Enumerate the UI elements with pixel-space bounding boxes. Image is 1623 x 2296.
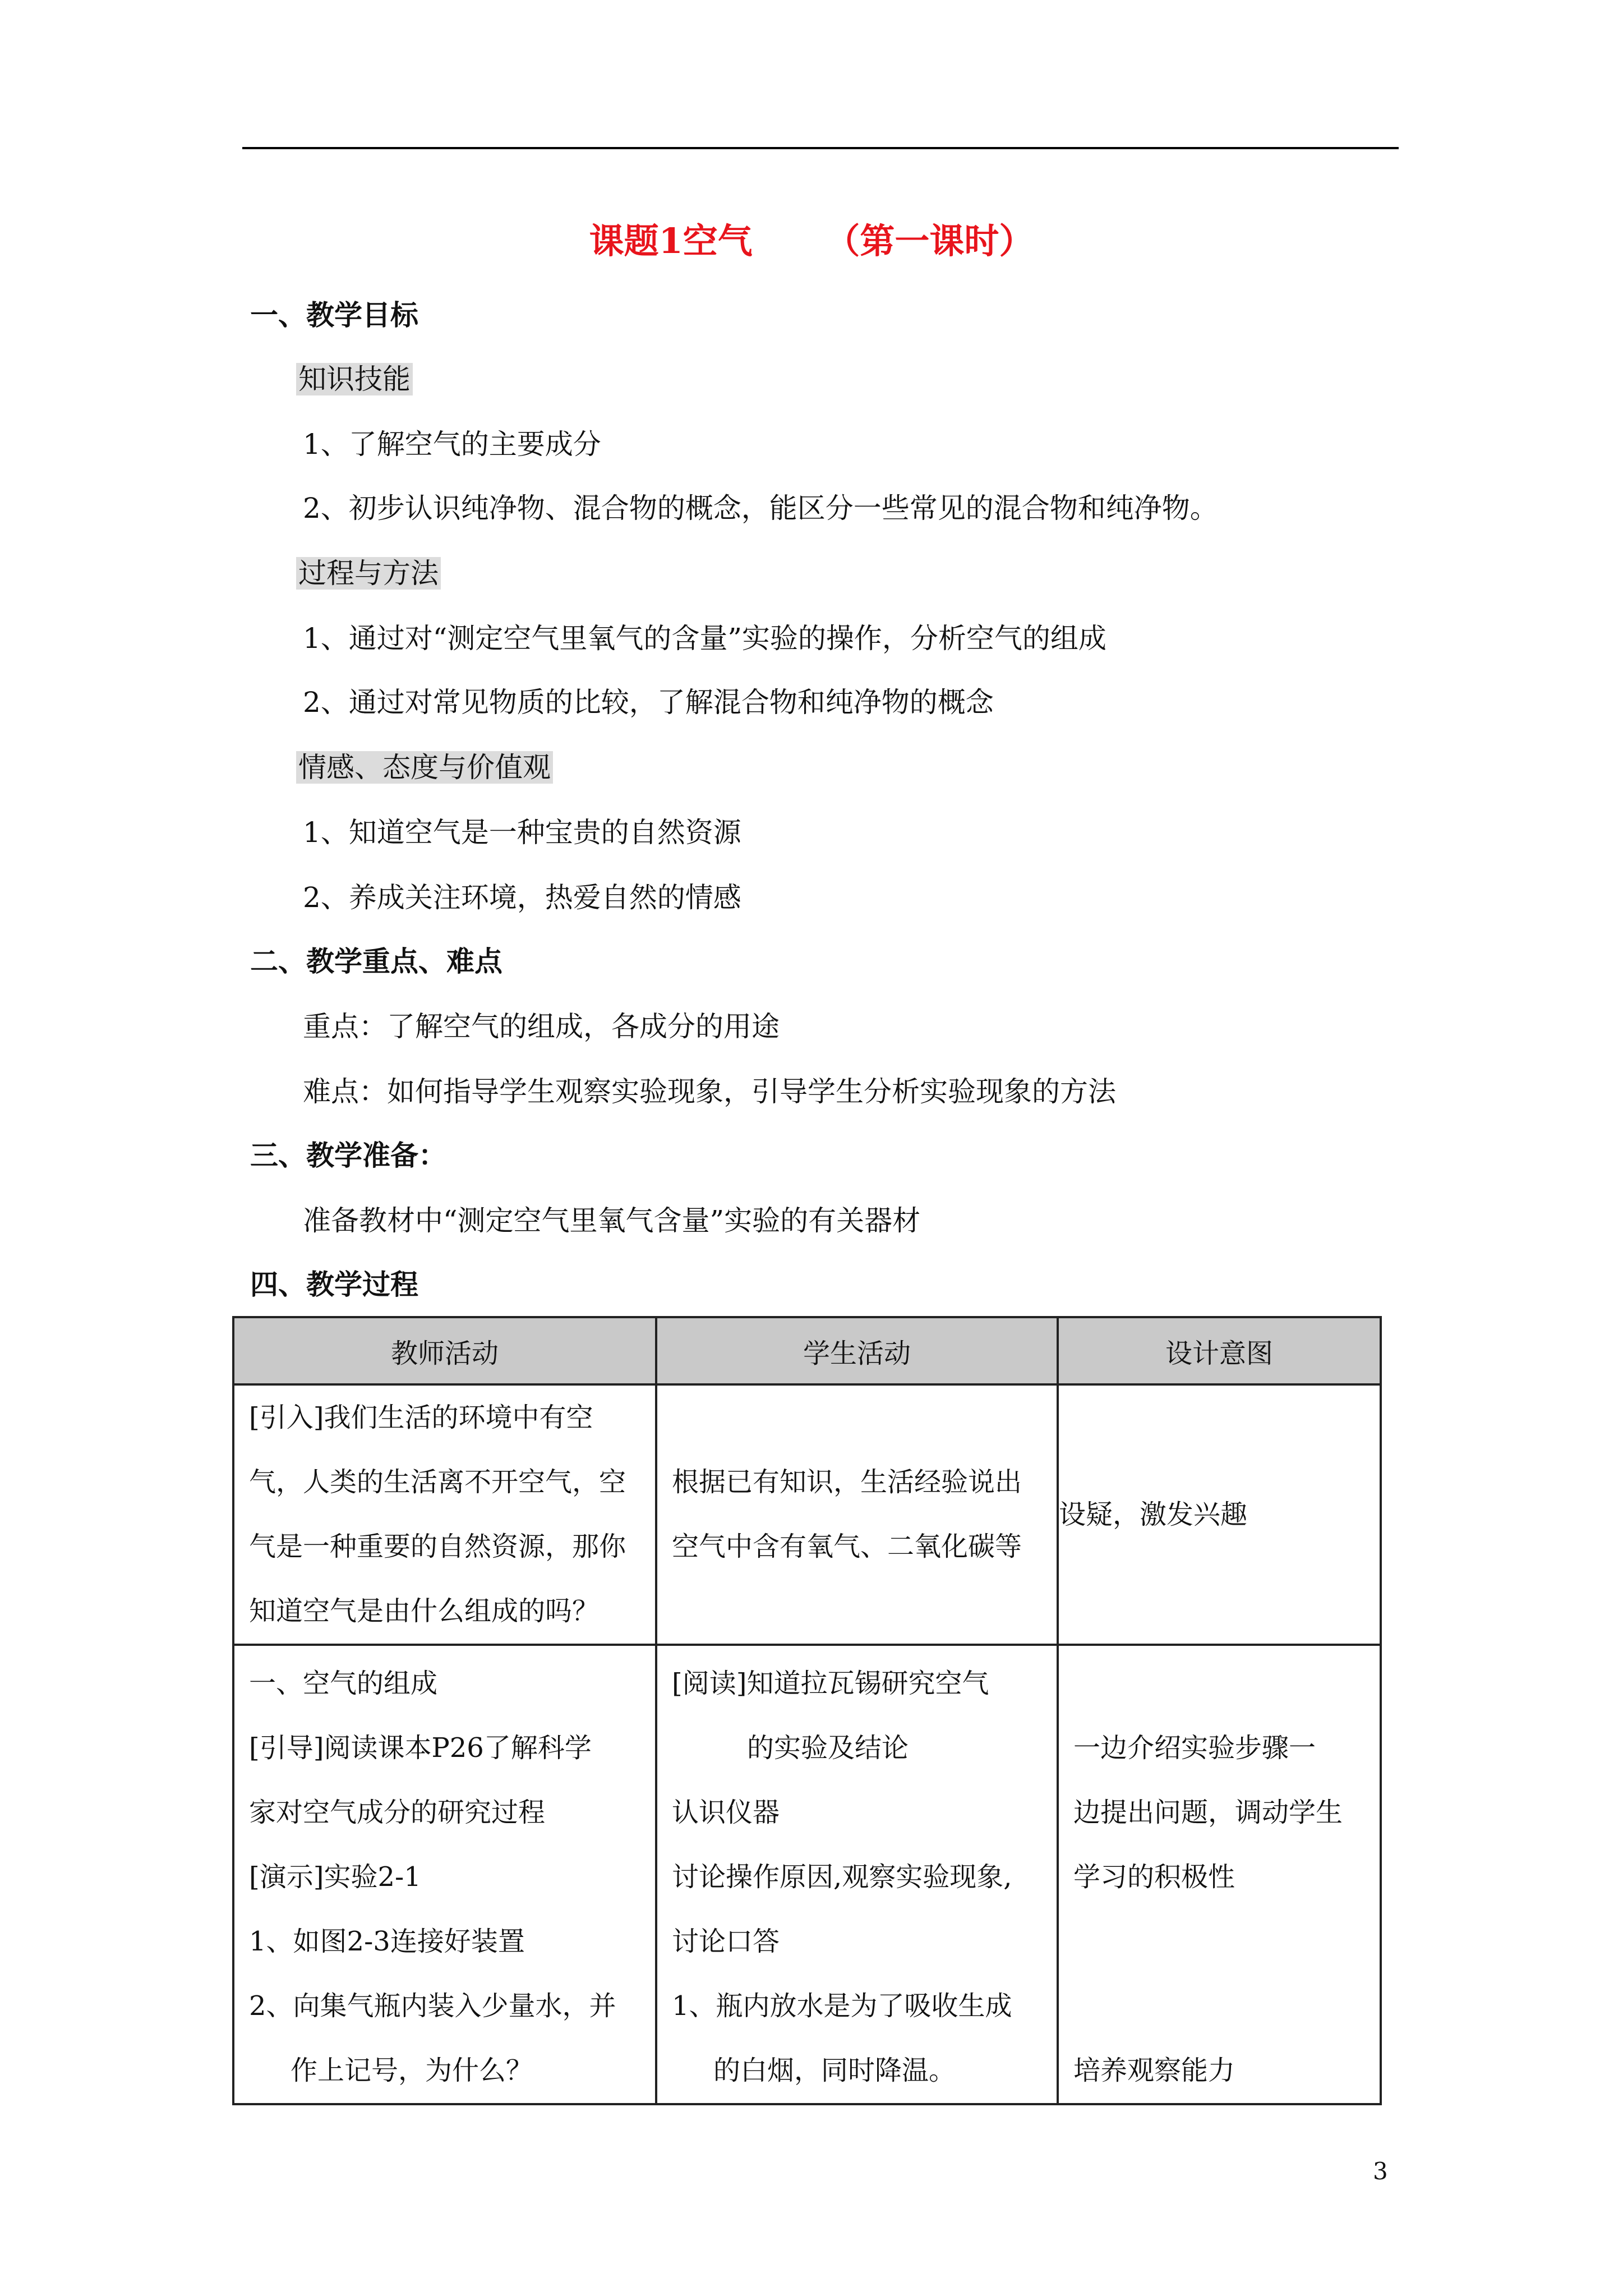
student-activity-cell [656,1645,1058,2104]
cell-line: 空气中含有氧气、二氧化碳等 [672,1531,1022,1562]
section-heading-objectives: 一、教学目标 [250,298,418,332]
cell-line: [引入]我们生活的环境中有空 [249,1402,593,1433]
cell-line: 培养观察能力 [1073,2055,1235,2086]
cell-line: 家对空气成分的研究过程 [249,1797,546,1828]
cell-line: 一、空气的组成 [249,1668,438,1699]
key-point-text: 重点：了解空气的组成，各成分的用途 [303,1010,780,1043]
cell-line: 边提出问题，调动学生 [1073,1797,1343,1828]
header-design-intent: 设计意图 [1058,1317,1381,1384]
objective-item: 1、了解空气的主要成分 [303,428,601,461]
subheading-process [296,555,441,591]
subheading-process-label: 过程与方法 [296,557,441,590]
cell-line: 2、向集气瓶内装入少量水，并 [249,1990,616,2022]
section-heading-key-points: 二、教学重点、难点 [250,945,502,978]
cell-line: 学习的积极性 [1073,1861,1235,1893]
objective-item: 1、知道空气是一种宝贵的自然资源 [303,816,741,849]
cell-spacer [1059,1651,1380,1716]
teacher-activity-cell [233,1384,656,1645]
student-activity-cell [656,1384,1058,1645]
cell-line: 气，人类的生活离不开空气，空 [249,1466,626,1498]
header-rule [242,147,1399,149]
section-heading-preparation: 三、教学准备： [250,1139,446,1172]
cell-line: 作上记号，为什么？ [291,2055,533,2086]
difficult-point-text: 难点：如何指导学生观察实验现象，引导学生分析实验现象的方法 [303,1075,1116,1108]
preparation-text: 准备教材中“测定空气里氧气含量”实验的有关器材 [303,1204,921,1237]
table-row [233,1384,1381,1645]
cell-line: 的实验及结论 [747,1732,909,1764]
cell-line: 一边介绍实验步骤一 [1073,1732,1316,1764]
cell-line: 设疑，激发兴趣 [1059,1498,1248,1530]
cell-line: 知道空气是由什么组成的吗？ [249,1595,600,1627]
subheading-knowledge-label: 知识技能 [296,363,413,395]
cell-line: [阅读]知道拉瓦锡研究空气 [672,1668,989,1699]
teaching-process-table [232,1316,1382,2105]
cell-line: 讨论操作原因,观察实验现象, [672,1861,1012,1893]
design-intent-cell [1058,1645,1381,2104]
cell-line: 讨论口答 [672,1926,780,1957]
subheading-emotion [296,749,553,785]
cell-line: 根据已有知识，生活经验说出 [672,1466,1022,1498]
cell-line: 的白烟，同时降温。 [713,2055,956,2086]
objective-item: 2、初步认识纯净物、混合物的概念，能区分一些常见的混合物和纯净物。 [303,492,1218,524]
header-teacher-activity: 教师活动 [233,1317,656,1384]
cell-line: [演示]实验2-1 [249,1861,421,1893]
teacher-activity-cell [233,1645,656,2104]
cell-spacer [1059,1910,1380,2039]
header-student-activity: 学生活动 [656,1317,1058,1384]
subheading-knowledge [296,361,413,397]
table-header-row [233,1317,1381,1384]
objective-item: 2、养成关注环境，热爱自然的情感 [303,881,741,914]
cell-line: [引导]阅读课本P26了解科学 [249,1732,592,1764]
objective-item: 1、通过对“测定空气里氧气的含量”实验的操作，分析空气的组成 [303,622,1106,655]
table-row [233,1645,1381,2104]
objective-item: 2、通过对常见物质的比较，了解混合物和纯净物的概念 [303,686,994,719]
cell-line: 气是一种重要的自然资源，那你 [249,1531,626,1562]
page-title: 课题1空气 （第一课时） [589,220,1034,261]
cell-line: 1、瓶内放水是为了吸收生成 [672,1990,1012,2022]
page-number: 3 [1373,2157,1388,2185]
design-intent-cell [1058,1384,1381,1645]
cell-line: 认识仪器 [672,1797,780,1828]
cell-line: 1、如图2-3连接好装置 [249,1926,525,1957]
subheading-emotion-label: 情感、态度与价值观 [296,751,553,784]
section-heading-process: 四、教学过程 [250,1268,418,1301]
